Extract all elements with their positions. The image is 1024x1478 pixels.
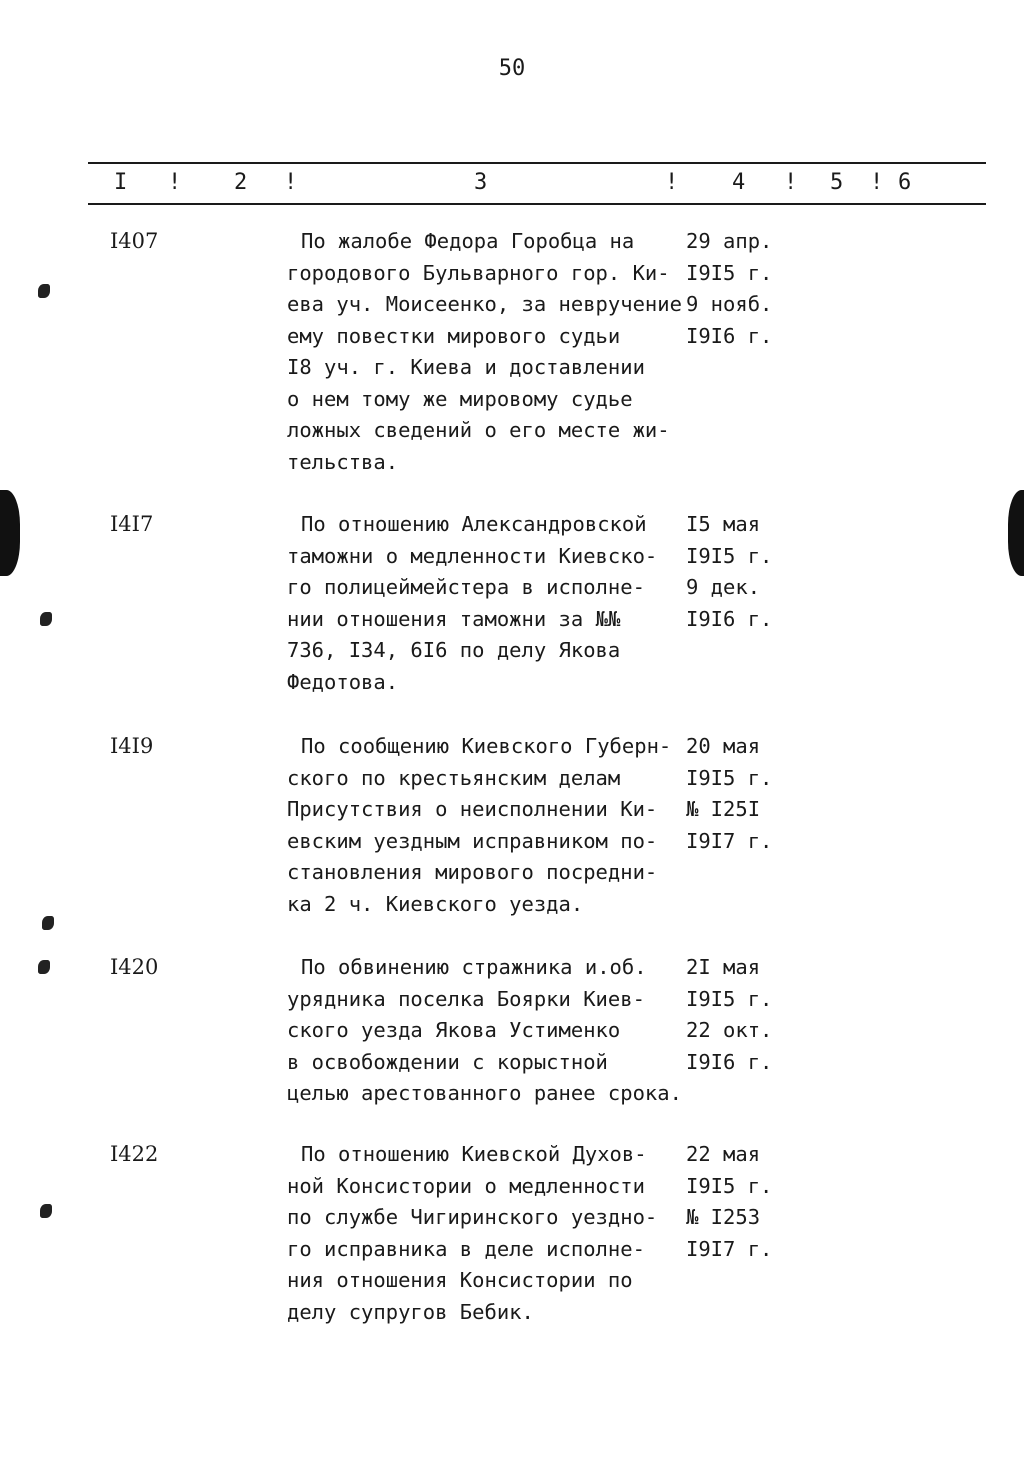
date-line: № I25I (686, 797, 761, 821)
date-line: I9I6 г. (686, 1049, 773, 1074)
entry-description (287, 731, 707, 920)
header-separator: ! (784, 170, 798, 195)
entry-description (287, 509, 707, 698)
description-line: по службе Чигиринского уездно- (287, 1205, 658, 1229)
entry-number: I420 (110, 955, 159, 979)
description-line: становления мирового посредни- (287, 860, 658, 884)
description-line: Присутствия о неисполнении Ки- (287, 797, 658, 821)
description-line: По жалобе Федора Горобца на (301, 229, 635, 253)
header-col-2: 2 (234, 170, 248, 195)
description-line: делу супругов Бебик. (287, 1299, 534, 1324)
header-separator: ! (284, 170, 298, 195)
entry-dates (686, 952, 826, 1078)
description-line: таможни о медленности Киевско- (287, 543, 658, 568)
margin-mark (38, 284, 50, 298)
binding-hole-left (0, 490, 20, 576)
description-line: ева уч. Моисеенко, за невручение (287, 292, 682, 316)
description-line: 736, I34, 6I6 по делу Якова (287, 638, 621, 662)
date-line: 9 нояб. (686, 292, 773, 316)
description-line: ния отношения Консистории по (287, 1268, 633, 1292)
description-line: в освобождении с корыстной (287, 1049, 608, 1074)
margin-mark (38, 960, 50, 974)
description-line: го полицеймейстера в исполне- (287, 575, 645, 599)
margin-mark (40, 612, 52, 626)
date-line: I9I5 г. (686, 260, 773, 285)
date-line: I5 мая (686, 512, 761, 536)
description-line: городового Бульварного гор. Ки- (287, 260, 670, 285)
entry-description (287, 952, 707, 1110)
entry-dates (686, 226, 826, 352)
date-line: 2I мая (686, 955, 761, 979)
date-line: I9I5 г. (686, 986, 773, 1011)
description-line: По обвинению стражника и.об. (301, 955, 647, 979)
header-col-1: I (114, 170, 128, 195)
date-line: I9I5 г. (686, 765, 773, 790)
header-col-4: 4 (732, 170, 746, 195)
date-line: 22 окт. (686, 1018, 773, 1042)
date-line: I9I5 г. (686, 543, 773, 568)
entry-dates (686, 731, 826, 857)
date-line: I9I6 г. (686, 323, 773, 348)
description-line: ка 2 ч. Киевского уезда. (287, 891, 584, 916)
header-col-5: 5 (830, 170, 844, 195)
description-line: тельства. (287, 449, 399, 474)
description-line: I8 уч. г. Киева и доставлении (287, 355, 645, 379)
page-number: 50 (498, 56, 526, 81)
description-line: По отношению Александровской (301, 512, 647, 536)
description-line: По сообщению Киевского Губерн- (301, 734, 672, 758)
header-col-3: 3 (474, 170, 488, 195)
entry-dates (686, 509, 826, 635)
date-line: I9I5 г. (686, 1173, 773, 1198)
description-line: урядника поселка Боярки Киев- (287, 986, 645, 1011)
date-line: 20 мая (686, 734, 761, 758)
description-line: ложных сведений о его месте жи- (287, 418, 670, 442)
entry-number: I407 (110, 229, 159, 253)
header-separator: ! (870, 170, 884, 195)
description-line: По отношению Киевской Духов- (301, 1142, 647, 1166)
entry-description (287, 1139, 707, 1328)
entry-description (287, 226, 707, 478)
entry-number: I4I7 (110, 512, 154, 536)
entry-number: I422 (110, 1142, 159, 1166)
description-line: евским уездным исправником по- (287, 828, 658, 853)
entry-number: I4I9 (110, 734, 154, 758)
header-separator: ! (665, 170, 679, 195)
header-separator: ! (168, 170, 182, 195)
description-line: ной Консистории о медленности (287, 1173, 645, 1198)
table-header-rule-bottom (88, 203, 986, 205)
description-line: ского по крестьянским делам (287, 765, 621, 790)
date-line: 29 апр. (686, 229, 773, 253)
description-line: го исправника в деле исполне- (287, 1236, 645, 1261)
date-line: 9 дек. (686, 575, 761, 599)
date-line: 22 мая (686, 1142, 761, 1166)
entry-dates (686, 1139, 826, 1265)
margin-mark (40, 1204, 52, 1218)
description-line: Федотова. (287, 669, 399, 694)
date-line: I9I7 г. (686, 1236, 773, 1261)
date-line: I9I7 г. (686, 828, 773, 853)
margin-mark (42, 916, 54, 930)
header-col-6: 6 (898, 170, 912, 195)
date-line: I9I6 г. (686, 606, 773, 631)
date-line: № I253 (686, 1205, 761, 1229)
table-header-rule-top (88, 162, 986, 164)
description-line: ского уезда Якова Устименко (287, 1018, 621, 1042)
description-line: о нем тому же мировому судье (287, 386, 633, 411)
binding-hole-right (1008, 490, 1024, 576)
description-line: целью арестованного ранее срока. (287, 1081, 682, 1105)
description-line: ему повестки мирового судьи (287, 323, 621, 348)
description-line: нии отношения таможни за №№ (287, 606, 621, 631)
